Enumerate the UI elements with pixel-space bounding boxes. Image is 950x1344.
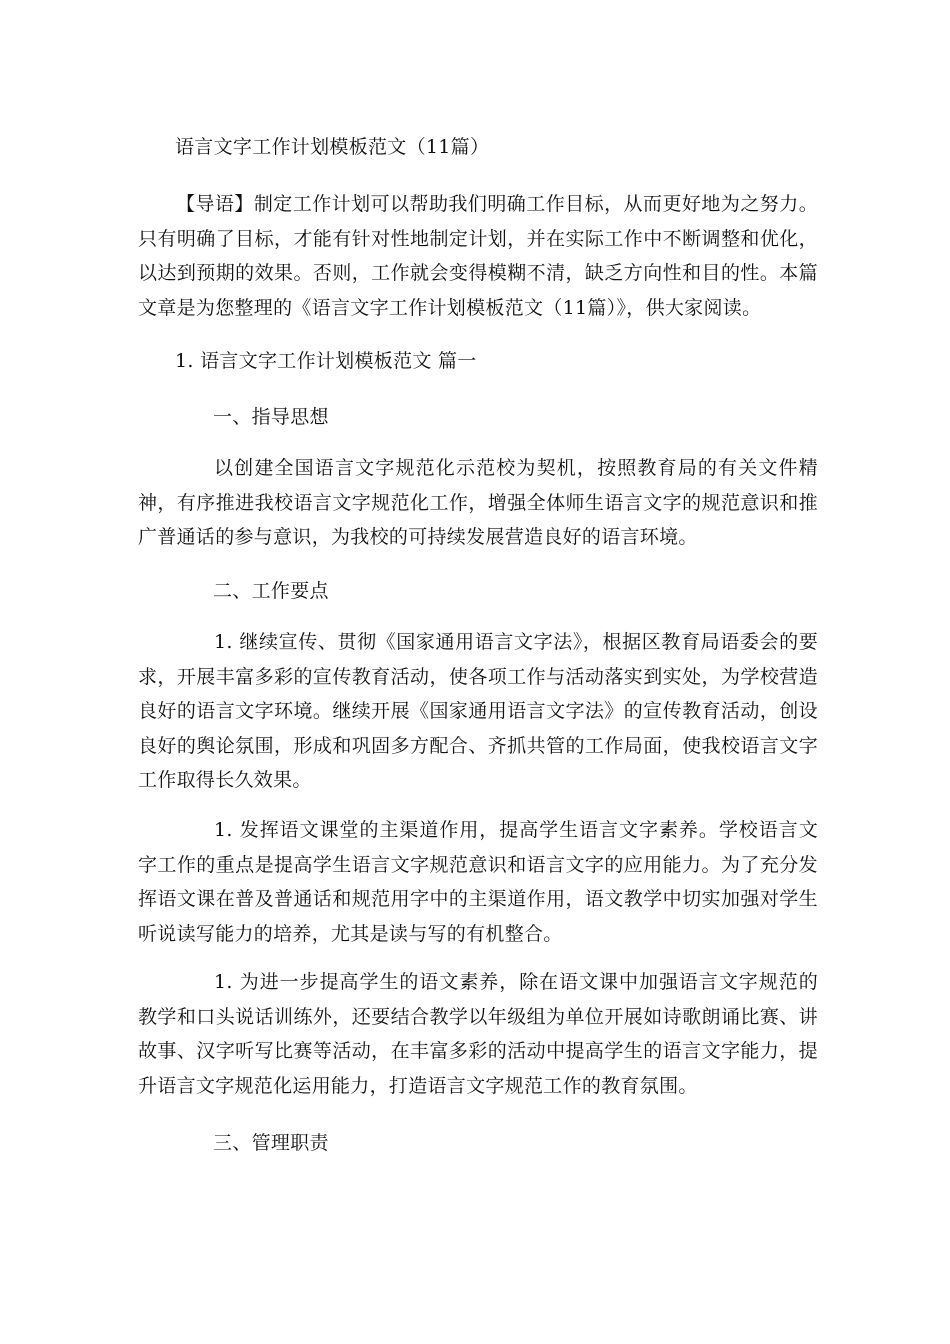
part2-paragraph-1: 1. 继续宣传、贯彻《国家通用语言文字法》，根据区教育局语委会的要求，开展丰富多彩的宣传教育活动，使各项工作与活动落实到实处，为学校营造良好的语言文字环境。继续开展《国家通用语言文字法》的宣传教育活动，创设良好的舆论氛围，形成和巩固多方配合、齐抓共管的工作局面，使我校语言文字工作取得长久效果。 bbox=[138, 631, 818, 791]
part2-paragraph-2: 1. 发挥语文课堂的主渠道作用，提高学生语言文字素养。学校语言文字工作的重点是提高学生语言文字规范意识和语言文字的应用能力。为了充分发挥语文课在普及普通话和规范用字中的主渠道作用，语文教学中切实加强对学生听说读写能力的培养，尤其是读与写的有机整合。 bbox=[138, 819, 818, 945]
section-heading-1: 1. 语言文字工作计划模板范文 篇一 bbox=[175, 350, 477, 372]
part2-heading: 二、工作要点 bbox=[213, 580, 329, 602]
intro-paragraph: 【导语】制定工作计划可以帮助我们明确工作目标，从而更好地为之努力。只有明确了目标，才能有针对性地制定计划，并在实际工作中不断调整和优化，以达到预期的效果。否则，工作就会变得模糊不清，缺乏方向性和目的性。本篇文章是为您整理的《语言文字工作计划模板范文（11篇）》，供大家阅读。 bbox=[138, 193, 818, 319]
part2-paragraph-3: 1. 为进一步提高学生的语文素养，除在语文课中加强语言文字规范的教学和口头说话训练外，还要结合教学以年级组为单位开展如诗歌朗诵比赛、讲故事、汉字听写比赛等活动，在丰富多彩的活动中提高学生的语言文字能力，提升语言文字规范化运用能力，打造语言文字规范工作的教育氛围。 bbox=[138, 971, 818, 1097]
document-title: 语言文字工作计划模板范文（11篇） bbox=[175, 136, 490, 158]
part1-paragraph: 以创建全国语言文字规范化示范校为契机，按照教育局的有关文件精神，有序推进我校语言文字规范化工作，增强全体师生语言文字的规范意识和推广普通话的参与意识，为我校的可持续发展营造良好的语言环境。 bbox=[138, 457, 818, 548]
part1-heading: 一、指导思想 bbox=[213, 406, 329, 428]
part3-heading: 三、管理职责 bbox=[213, 1132, 329, 1154]
